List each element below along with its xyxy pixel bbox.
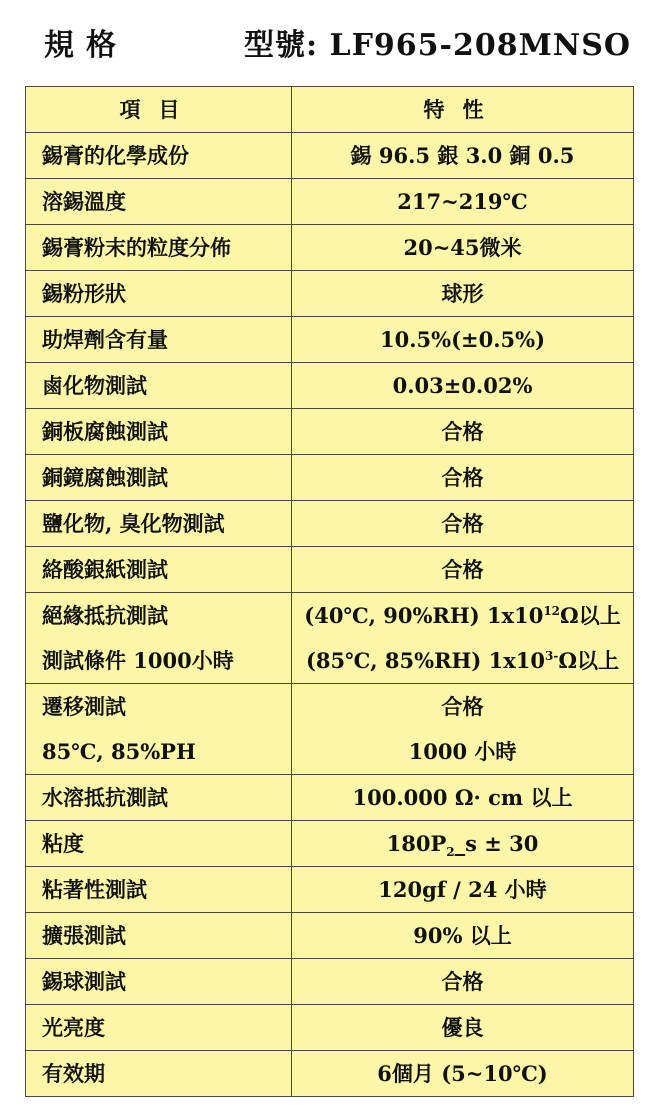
table-row xyxy=(26,363,634,409)
row-value: 100.000 Ω· cm 以上 xyxy=(292,775,634,821)
table-row xyxy=(26,867,634,913)
table-row xyxy=(26,547,634,593)
page-header xyxy=(0,0,657,78)
spec-table xyxy=(25,86,634,1097)
row-value xyxy=(292,821,634,867)
row-item: 粘度 xyxy=(26,821,292,867)
row-item: 絡酸銀紙測試 xyxy=(26,547,292,593)
row-value xyxy=(292,593,634,684)
viscosity-value: 180P xyxy=(386,831,447,856)
table-row xyxy=(26,271,634,317)
insulation-value1-exponent: 12 xyxy=(543,604,561,618)
row-item xyxy=(26,593,292,684)
row-value: 20~45微米 xyxy=(292,225,634,271)
row-value: 合格 xyxy=(292,455,634,501)
table-row xyxy=(26,133,634,179)
table-row xyxy=(26,455,634,501)
model-heading xyxy=(244,20,631,64)
row-item: 有效期 xyxy=(26,1051,292,1097)
table-row xyxy=(26,959,634,1005)
row-value: 6個月 (5~10℃) xyxy=(292,1051,634,1097)
column-header-item: 項目 xyxy=(26,87,292,133)
table-row-migration xyxy=(26,684,634,775)
row-item: 銅鏡腐蝕測試 xyxy=(26,455,292,501)
migration-item-line1: 遷移測試 xyxy=(42,694,126,719)
migration-value-line2: 1000 小時 xyxy=(408,739,517,764)
table-row xyxy=(26,1005,634,1051)
insulation-value-line1 xyxy=(292,593,633,638)
row-item: 鹽化物, 臭化物測試 xyxy=(26,501,292,547)
model-label: 型號: xyxy=(243,28,319,63)
insulation-value2-exponent: 3- xyxy=(544,649,559,663)
row-value: 90% 以上 xyxy=(292,913,634,959)
page-title: 規格 xyxy=(44,28,128,63)
row-item: 錫粉形狀 xyxy=(26,271,292,317)
table-row xyxy=(26,179,634,225)
row-value: 錫 96.5 銀 3.0 銅 0.5 xyxy=(292,133,634,179)
row-item: 溶錫溫度 xyxy=(26,179,292,225)
table-row-insulation xyxy=(26,593,634,684)
row-item: 錫膏粉末的粒度分佈 xyxy=(26,225,292,271)
row-item: 錫球測試 xyxy=(26,959,292,1005)
row-item: 光亮度 xyxy=(26,1005,292,1051)
row-value: 合格 xyxy=(292,501,634,547)
row-value: 優良 xyxy=(292,1005,634,1051)
row-value: 球形 xyxy=(292,271,634,317)
row-value: 217~219℃ xyxy=(292,179,634,225)
table-row xyxy=(26,317,634,363)
row-value: 120gf / 24 小時 xyxy=(292,867,634,913)
insulation-item-line1: 絕緣抵抗測試 xyxy=(42,603,168,628)
table-row xyxy=(26,409,634,455)
row-item: 鹵化物測試 xyxy=(26,363,292,409)
table-row xyxy=(26,821,634,867)
insulation-value-line2 xyxy=(292,638,633,683)
insulation-value2-text: (85℃, 85%RH) 1x10 xyxy=(305,648,545,673)
insulation-item-line2: 測試條件 1000小時 xyxy=(42,648,234,673)
model-number: LF965-208MNSO xyxy=(329,28,631,63)
column-header-property: 特性 xyxy=(292,87,634,133)
row-value: 10.5%(±0.5%) xyxy=(292,317,634,363)
table-header-row xyxy=(26,87,634,133)
table-row xyxy=(26,913,634,959)
migration-item-line2: 85℃, 85%PH xyxy=(42,739,196,764)
row-item: 粘著性測試 xyxy=(26,867,292,913)
insulation-value1-text: (40℃, 90%RH) 1x10 xyxy=(304,603,544,628)
table-row xyxy=(26,1051,634,1097)
viscosity-subscript: 2 xyxy=(446,845,455,860)
row-value: 合格 xyxy=(292,409,634,455)
insulation-value1-unit: Ω以上 xyxy=(560,603,621,628)
table-row xyxy=(26,775,634,821)
viscosity-tolerance: _s ± 30 xyxy=(454,831,539,856)
row-item: 銅板腐蝕測試 xyxy=(26,409,292,455)
row-item: 錫膏的化學成份 xyxy=(26,133,292,179)
row-value: 合格 xyxy=(292,959,634,1005)
row-value: 合格 xyxy=(292,547,634,593)
row-item xyxy=(26,684,292,775)
row-value xyxy=(292,684,634,775)
row-item: 助焊劑含有量 xyxy=(26,317,292,363)
insulation-value2-unit: Ω以上 xyxy=(558,648,620,673)
migration-value-line1: 合格 xyxy=(441,694,484,719)
table-row xyxy=(26,501,634,547)
row-item: 水溶抵抗測試 xyxy=(26,775,292,821)
table-row xyxy=(26,225,634,271)
row-value: 0.03±0.02% xyxy=(292,363,634,409)
row-item: 擴張測試 xyxy=(26,913,292,959)
